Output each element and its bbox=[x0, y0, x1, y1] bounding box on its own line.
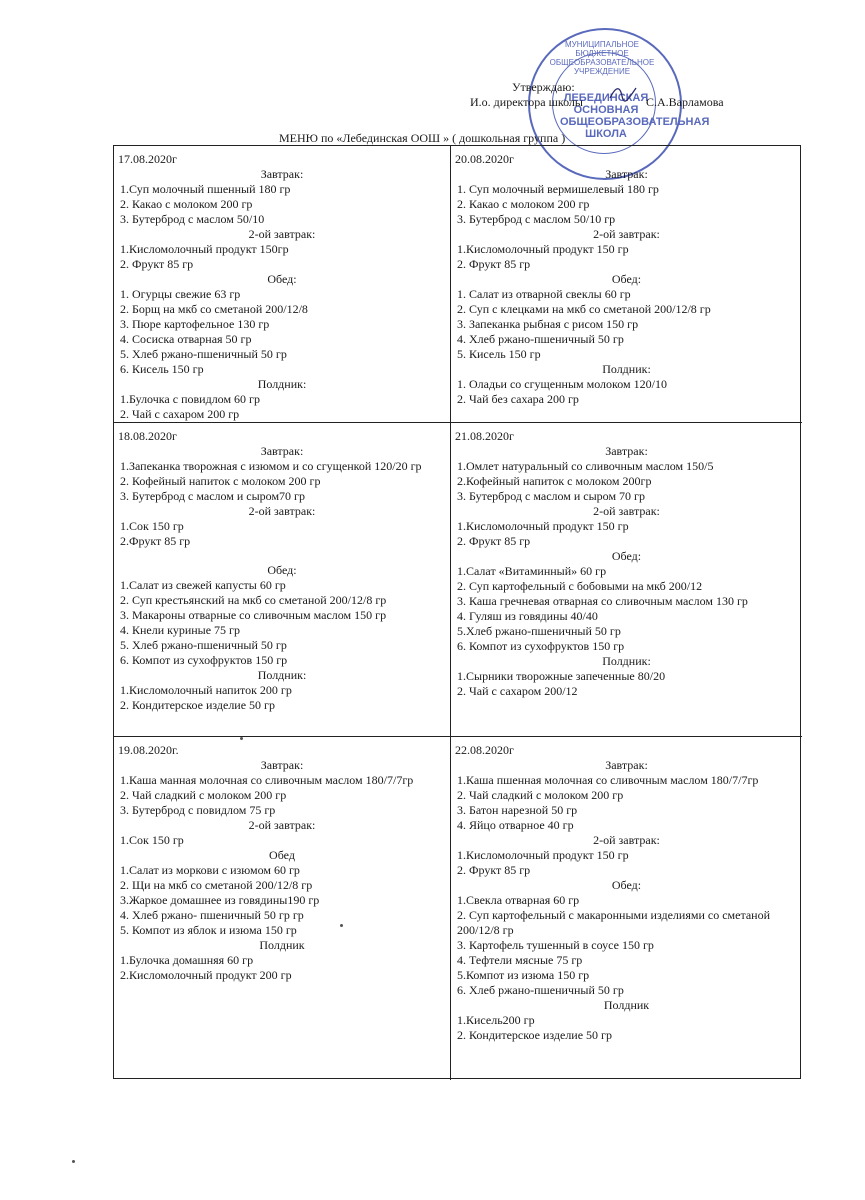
menu-item: 1.Кисломолочный продукт 150гр bbox=[120, 242, 289, 256]
menu-item: 2. Фрукт 85 гр bbox=[120, 257, 194, 271]
scan-speck bbox=[240, 737, 243, 740]
menu-item: 5. Хлеб ржано-пшеничный 50 гр bbox=[120, 638, 287, 652]
menu-item: 1. Оладьи со сгущенным молоком 120/10 bbox=[457, 377, 667, 391]
stamp-center-text: ЛЕБЕДИНСКАЯ ОСНОВНАЯ ОБЩЕОБРАЗОВАТЕЛЬНАЯ ШКОЛА bbox=[560, 92, 710, 140]
menu-item: 4. Тефтели мясные 75 гр bbox=[457, 953, 583, 967]
menu-item: 3. Батон нарезной 50 гр bbox=[457, 803, 578, 817]
menu-item: 1. Салат из отварной свеклы 60 гр bbox=[457, 287, 631, 301]
menu-item: 3. Запеканка рыбная с рисом 150 гр bbox=[457, 317, 639, 331]
menu-item: 1.Сок 150 гр bbox=[120, 519, 184, 533]
day-date: 22.08.2020г bbox=[455, 743, 514, 757]
meal-title-lunch: Обед: bbox=[267, 272, 297, 286]
meal-title-second-breakfast: 2-ой завтрак: bbox=[248, 227, 316, 241]
menu-item: 1.Сок 150 гр bbox=[120, 833, 184, 847]
scan-speck bbox=[340, 924, 343, 927]
menu-item: 1.Кисломолочный продукт 150 гр bbox=[457, 242, 629, 256]
menu-item: 2. Чай без сахара 200 гр bbox=[457, 392, 579, 406]
menu-item: 2. Борщ на мкб со сметаной 200/12/8 bbox=[120, 302, 308, 316]
meal-title-second-breakfast: 2-ой завтрак: bbox=[248, 818, 316, 832]
meal-title-snack: Полдник: bbox=[257, 668, 307, 682]
menu-item: 1.Кисломолочный продукт 150 гр bbox=[457, 848, 629, 862]
menu-item: 2. Кондитерское изделие 50 гр bbox=[120, 698, 275, 712]
menu-item: 2. Чай с сахаром 200 гр bbox=[120, 407, 240, 421]
meal-title-snack: Полдник: bbox=[257, 377, 307, 391]
menu-item: 1. Огурцы свежие 63 гр bbox=[120, 287, 241, 301]
meal-title-second-breakfast: 2-ой завтрак: bbox=[593, 833, 660, 847]
menu-item: 6. Компот из сухофруктов 150 гр bbox=[457, 639, 625, 653]
menu-item: 4. Сосиска отварная 50 гр bbox=[120, 332, 252, 346]
meal-title-lunch: Обед: bbox=[611, 549, 642, 563]
day-cell-17-08 bbox=[114, 146, 451, 423]
menu-item: 2. Чай сладкий с молоком 200 гр bbox=[457, 788, 624, 802]
menu-item: 2. Какао с молоком 200 гр bbox=[120, 197, 253, 211]
menu-item: 3. Бутерброд с маслом и сыром 70 гр bbox=[457, 489, 645, 503]
day-cell-21-08 bbox=[451, 423, 802, 737]
day-date: 21.08.2020г bbox=[455, 429, 514, 443]
director-name: С.А.Варламова bbox=[646, 95, 724, 109]
menu-item: 1.Салат из моркови с изюмом 60 гр bbox=[120, 863, 300, 877]
stamp-ring-text: МУНИЦИПАЛЬНОЕ БЮДЖЕТНОЕ ОБЩЕОБРАЗОВАТЕЛЬНОЕ УЧРЕЖДЕНИЕ bbox=[549, 40, 655, 76]
meal-title-breakfast: Завтрак: bbox=[260, 444, 304, 458]
menu-item: 2. Щи на мкб со сметаной 200/12/8 гр bbox=[120, 878, 313, 892]
menu-item: 5.Компот из изюма 150 гр bbox=[457, 968, 590, 982]
menu-item: 2. Суп крестьянский на мкб со сметаной 200/12/8 гр bbox=[120, 593, 387, 607]
menu-item: 5. Компот из яблок и изюма 150 гр bbox=[120, 923, 297, 937]
menu-item: 3. Пюре картофельное 130 гр bbox=[120, 317, 270, 331]
meal-title-lunch: Обед: bbox=[267, 563, 297, 577]
menu-item: 4. Кнели куриные 75 гр bbox=[120, 623, 240, 637]
menu-item: 5. Кисель 150 гр bbox=[457, 347, 541, 361]
menu-item: 2. Кондитерское изделие 50 гр bbox=[457, 1028, 612, 1042]
meal-title-snack: Полдник: bbox=[602, 654, 651, 668]
day-date: 20.08.2020г bbox=[455, 152, 514, 166]
menu-item: 1.Запеканка творожная с изюмом и со сгущенкой 120/20 гр bbox=[120, 459, 422, 473]
menu-item: 4. Хлеб ржано- пшеничный 50 гр гр bbox=[120, 908, 304, 922]
menu-item: 2.Кисломолочный продукт 200 гр bbox=[120, 968, 292, 982]
day-date: 19.08.2020г. bbox=[118, 743, 179, 757]
director-position: И.о. директора школы bbox=[470, 95, 583, 109]
menu-item: 3. Бутерброд с маслом 50/10 гр bbox=[457, 212, 616, 226]
menu-item: 1.Суп молочный пшенный 180 гр bbox=[120, 182, 291, 196]
menu-item: 1.Салат из свежей капусты 60 гр bbox=[120, 578, 286, 592]
meal-title-breakfast: Завтрак: bbox=[260, 167, 304, 181]
meal-title-second-breakfast: 2-ой завтрак: bbox=[248, 504, 316, 518]
menu-item: 6. Компот из сухофруктов 150 гр bbox=[120, 653, 288, 667]
meal-title-snack: Полдник bbox=[603, 998, 650, 1012]
menu-item: 2. Кофейный напиток с молоком 200 гр bbox=[120, 474, 321, 488]
menu-item: 1.Кисель200 гр bbox=[457, 1013, 535, 1027]
menu-item: 4. Яйцо отварное 40 гр bbox=[457, 818, 574, 832]
meal-title-snack: Полдник bbox=[259, 938, 305, 952]
meal-title-lunch: Обед bbox=[269, 848, 295, 862]
menu-item: 2. Какао с молоком 200 гр bbox=[457, 197, 590, 211]
meal-title-lunch: Обед: bbox=[611, 878, 642, 892]
menu-item: 1.Булочка с повидлом 60 гр bbox=[120, 392, 260, 406]
menu-item: 2. Чай с сахаром 200/12 bbox=[457, 684, 578, 698]
menu-item: 2. Чай сладкий с молоком 200 гр bbox=[120, 788, 287, 802]
meal-title-snack: Полдник: bbox=[602, 362, 651, 376]
meal-title-breakfast: Завтрак: bbox=[605, 758, 648, 772]
menu-item: 1.Булочка домашняя 60 гр bbox=[120, 953, 254, 967]
menu-item: 3. Макароны отварные со сливочным маслом 150 гр bbox=[120, 608, 387, 622]
menu-item: 2. Суп картофельный с макаронными изделиями со сметаной 200/12/8 гр bbox=[457, 908, 771, 937]
menu-item: 2. Фрукт 85 гр bbox=[457, 257, 531, 271]
day-cell-19-08 bbox=[114, 737, 451, 1080]
menu-item: 4. Гуляш из говядины 40/40 bbox=[457, 609, 598, 623]
signature-icon bbox=[608, 84, 638, 102]
meal-title-breakfast: Завтрак: bbox=[605, 167, 648, 181]
menu-item: 3.Жаркое домашнее из говядины190 гр bbox=[120, 893, 320, 907]
meal-title-breakfast: Завтрак: bbox=[260, 758, 304, 772]
menu-item: 1.Каша манная молочная со сливочным маслом 180/7/7гр bbox=[120, 773, 414, 787]
menu-item: 1.Каша пшенная молочная со сливочным маслом 180/7/7гр bbox=[457, 773, 759, 787]
scan-speck bbox=[72, 1160, 75, 1163]
menu-item: 3. Бутерброд с повидлом 75 гр bbox=[120, 803, 276, 817]
menu-item: 2. Суп с клецками на мкб со сметаной 200/12/8 гр bbox=[457, 302, 711, 316]
menu-item: 3. Каша гречневая отварная со сливочным маслом 130 гр bbox=[457, 594, 748, 608]
menu-item: 1.Кисломолочный напиток 200 гр bbox=[120, 683, 292, 697]
day-date: 18.08.2020г bbox=[118, 429, 177, 443]
menu-title: МЕНЮ по «Лебединская ООШ » ( дошкольная группа ) bbox=[279, 131, 566, 145]
menu-item: 1.Свекла отварная 60 гр bbox=[457, 893, 580, 907]
menu-item: 5.Хлеб ржано-пшеничный 50 гр bbox=[457, 624, 621, 638]
meal-title-second-breakfast: 2-ой завтрак: bbox=[593, 504, 660, 518]
menu-item: 3. Бутерброд с маслом 50/10 bbox=[120, 212, 265, 226]
menu-item: 1. Суп молочный вермишелевый 180 гр bbox=[457, 182, 659, 196]
menu-item: 1.Омлет натуральный со сливочным маслом 150/5 bbox=[457, 459, 714, 473]
day-date: 17.08.2020г bbox=[118, 152, 177, 166]
menu-table bbox=[113, 145, 801, 1079]
menu-item: 1.Кисломолочный продукт 150 гр bbox=[457, 519, 629, 533]
day-cell-22-08 bbox=[451, 737, 802, 1080]
day-cell-20-08 bbox=[451, 146, 802, 423]
menu-item: 2. Суп картофельный с бобовыми на мкб 200/12 bbox=[457, 579, 703, 593]
menu-item: 2.Фрукт 85 гр bbox=[120, 534, 191, 548]
menu-item: 2. Фрукт 85 гр bbox=[457, 863, 531, 877]
approve-label: Утверждаю: bbox=[512, 80, 575, 94]
menu-item: 2.Кофейный напиток с молоком 200гр bbox=[457, 474, 652, 488]
meal-title-breakfast: Завтрак: bbox=[605, 444, 648, 458]
menu-item: 1.Сырники творожные запеченные 80/20 bbox=[457, 669, 666, 683]
menu-item: 5. Хлеб ржано-пшеничный 50 гр bbox=[120, 347, 287, 361]
meal-title-lunch: Обед: bbox=[611, 272, 642, 286]
meal-title-second-breakfast: 2-ой завтрак: bbox=[593, 227, 660, 241]
menu-item: 4. Хлеб ржано-пшеничный 50 гр bbox=[457, 332, 624, 346]
blank-line bbox=[118, 549, 446, 563]
menu-item: 3. Бутерброд с маслом и сыром70 гр bbox=[120, 489, 305, 503]
menu-item: 1.Салат «Витаминный» 60 гр bbox=[457, 564, 607, 578]
menu-item: 6. Кисель 150 гр bbox=[120, 362, 204, 376]
menu-item: 6. Хлеб ржано-пшеничный 50 гр bbox=[457, 983, 624, 997]
menu-item: 2. Фрукт 85 гр bbox=[457, 534, 531, 548]
menu-item: 3. Картофель тушенный в соусе 150 гр bbox=[457, 938, 654, 952]
day-cell-18-08 bbox=[114, 423, 451, 737]
